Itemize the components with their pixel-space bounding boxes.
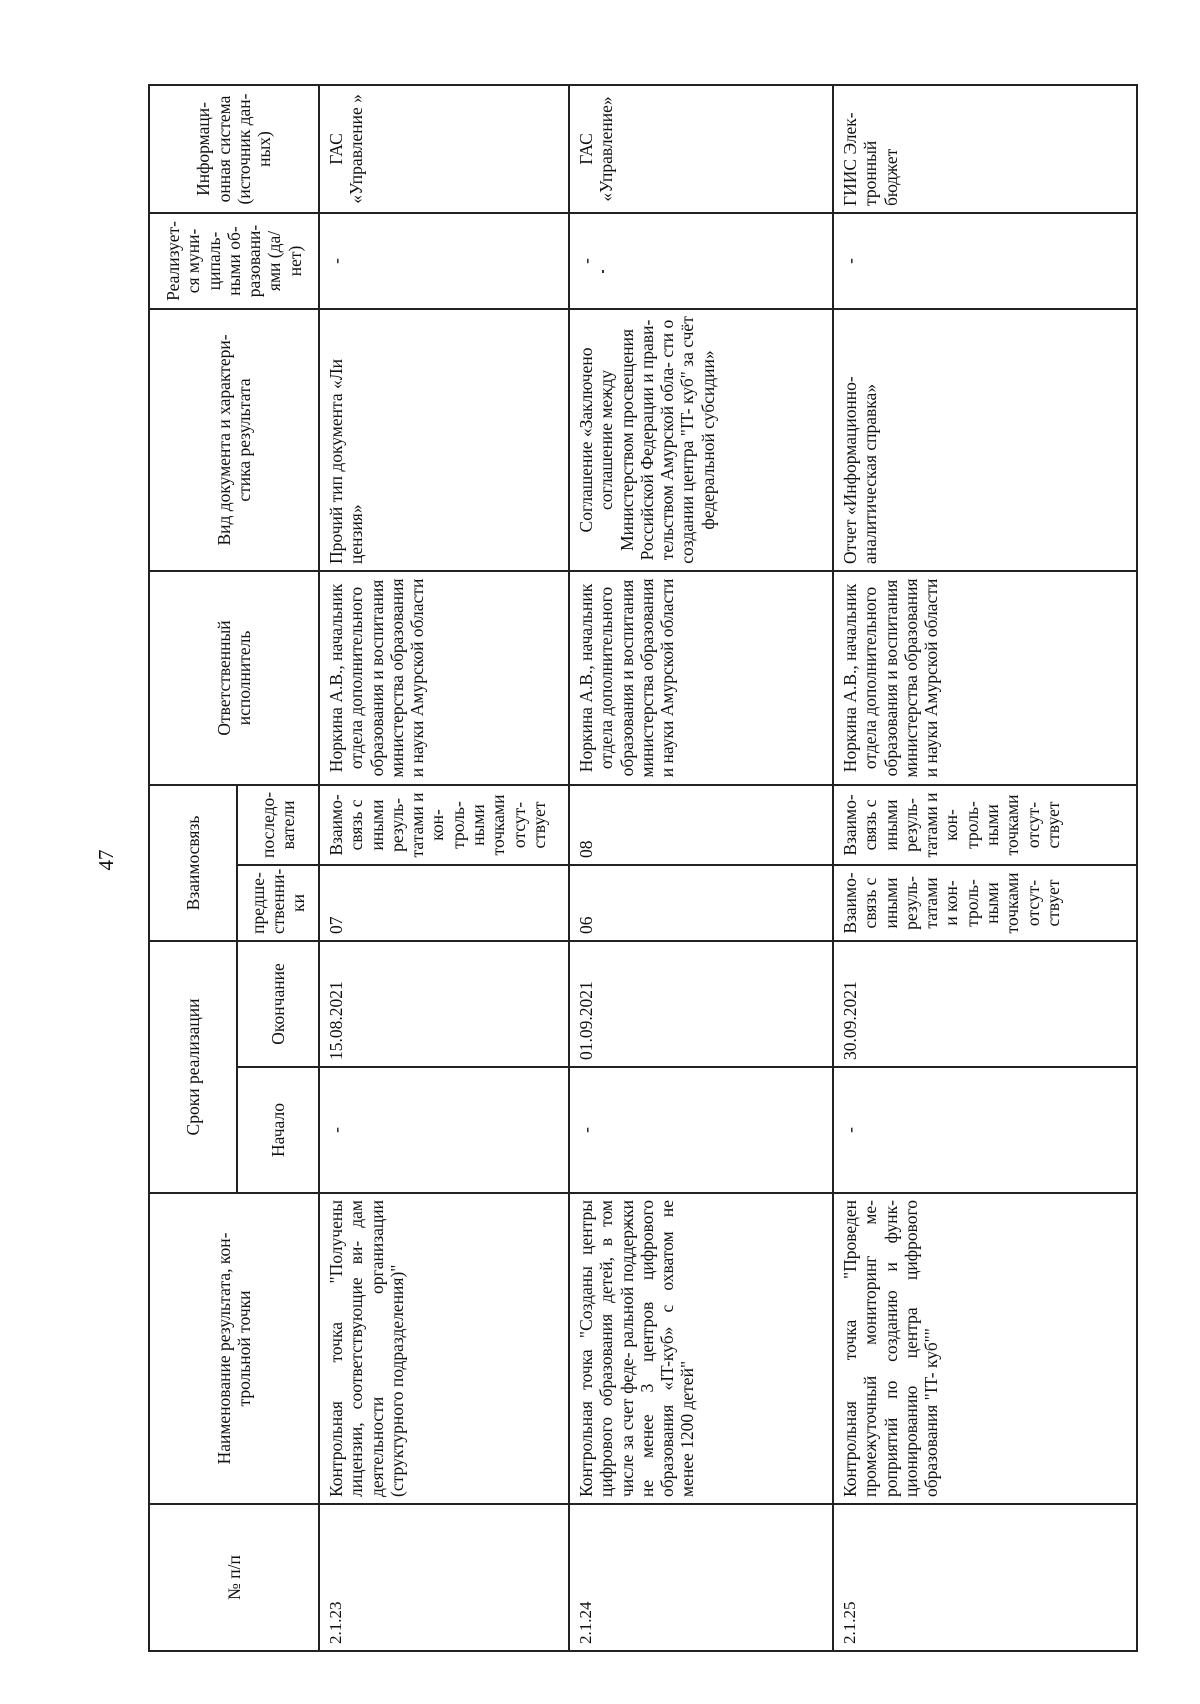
table-row bbox=[833, 85, 1137, 1651]
control-points-table bbox=[148, 84, 1138, 1652]
row-start: - bbox=[569, 1067, 833, 1193]
row-successors: 08 bbox=[569, 785, 833, 865]
row-start: - bbox=[833, 1067, 1137, 1193]
header-info-system: Информаци- онная система (источник дан- ных) bbox=[149, 85, 319, 213]
row-successors: Взаимо- связь с иными резуль- татами и кон- троль- ными точками отсут- ствует bbox=[319, 785, 569, 865]
rotated-table-wrapper bbox=[148, 86, 1136, 1652]
header-terms: Сроки реализации bbox=[149, 941, 237, 1193]
row-name: Контрольная точка "Проведен промежуточный мониторинг ме- роприятий по созданию и функ- ционированию центра цифрового образования "IT- куб"" bbox=[833, 1193, 1137, 1504]
header-document: Вид документа и характери- стика результата bbox=[149, 309, 319, 571]
row-end: 01.09.2021 bbox=[569, 941, 833, 1067]
table-row bbox=[569, 85, 833, 1651]
row-document: Соглашение «Заключено соглашение между Министерством просвещения Российской Федерации и прави- тельством Амурской обла- сти о создании центра "IT- куб" за счёт федеральной субсидии» bbox=[569, 309, 833, 571]
header-start: Начало bbox=[237, 1067, 319, 1193]
row-predecessors: Взаимо- связь с иными резуль- татами и кон- троль- ными точками отсут- ствует bbox=[833, 865, 1137, 941]
header-end: Окончание bbox=[237, 941, 319, 1067]
row-num: 2.1.24 bbox=[569, 1504, 833, 1651]
row-predecessors: 07 bbox=[319, 865, 569, 941]
header-predecessors: предше- ственни- ки bbox=[237, 865, 319, 941]
row-municipal: - bbox=[569, 213, 833, 309]
row-name: Контрольная точка "Созданы центры цифрового образования детей, в том числе за счет феде- ральной поддержки не менее 3 центров цифрового образования «IT-куб» с охватом не менее 1200 детей" bbox=[569, 1193, 833, 1504]
row-info-system: ГИИС Элек- тронный бюджет bbox=[833, 85, 1137, 213]
row-num: 2.1.25 bbox=[833, 1504, 1137, 1651]
page-number: 47 bbox=[94, 849, 118, 871]
row-document: Отчет «Информационно- аналитическая справка» bbox=[833, 309, 1137, 571]
row-responsible: Норкина А.В., начальник отдела дополнительного образования и воспитания министерства образования и науки Амурской области bbox=[319, 571, 569, 785]
row-name: Контрольная точка "Получены лицензии, соответствующие ви- дам деятельности организации (структурного подразделения)" bbox=[319, 1193, 569, 1504]
row-end: 15.08.2021 bbox=[319, 941, 569, 1067]
row-num: 2.1.23 bbox=[319, 1504, 569, 1651]
row-responsible: Норкина А.В., начальник отдела дополнительного образования и воспитания министерства образования и науки Амурской области bbox=[833, 571, 1137, 785]
row-document: Прочий тип документа «Ли цензия» bbox=[319, 309, 569, 571]
row-info-system: ГАС «Управление» bbox=[569, 85, 833, 213]
header-successors: последо- ватели bbox=[237, 785, 319, 865]
row-info-system: ГАС «Управление » bbox=[319, 85, 569, 213]
row-end: 30.09.2021 bbox=[833, 941, 1137, 1067]
header-municipal: Реализует- ся муни- ципаль- ными об- разовани- ями (да/нет) bbox=[149, 213, 319, 309]
row-municipal: - bbox=[833, 213, 1137, 309]
header-responsible: Ответственный исполнитель bbox=[149, 571, 319, 785]
row-predecessors: 06 bbox=[569, 865, 833, 941]
header-num: № п/п bbox=[149, 1504, 319, 1651]
header-link: Взаимосвязь bbox=[149, 785, 237, 941]
row-start: - bbox=[319, 1067, 569, 1193]
row-municipal: - bbox=[319, 213, 569, 309]
row-successors: Взаимо- связь с иными резуль- татами и кон- троль- ными точками отсут- ствует bbox=[833, 785, 1137, 865]
table-row bbox=[319, 85, 569, 1651]
row-responsible: Норкина А.В., начальник отдела дополнительного образования и воспитания министерства образования и науки Амурской области bbox=[569, 571, 833, 785]
header-name: Наименование результата, кон- трольной точки bbox=[149, 1193, 319, 1504]
